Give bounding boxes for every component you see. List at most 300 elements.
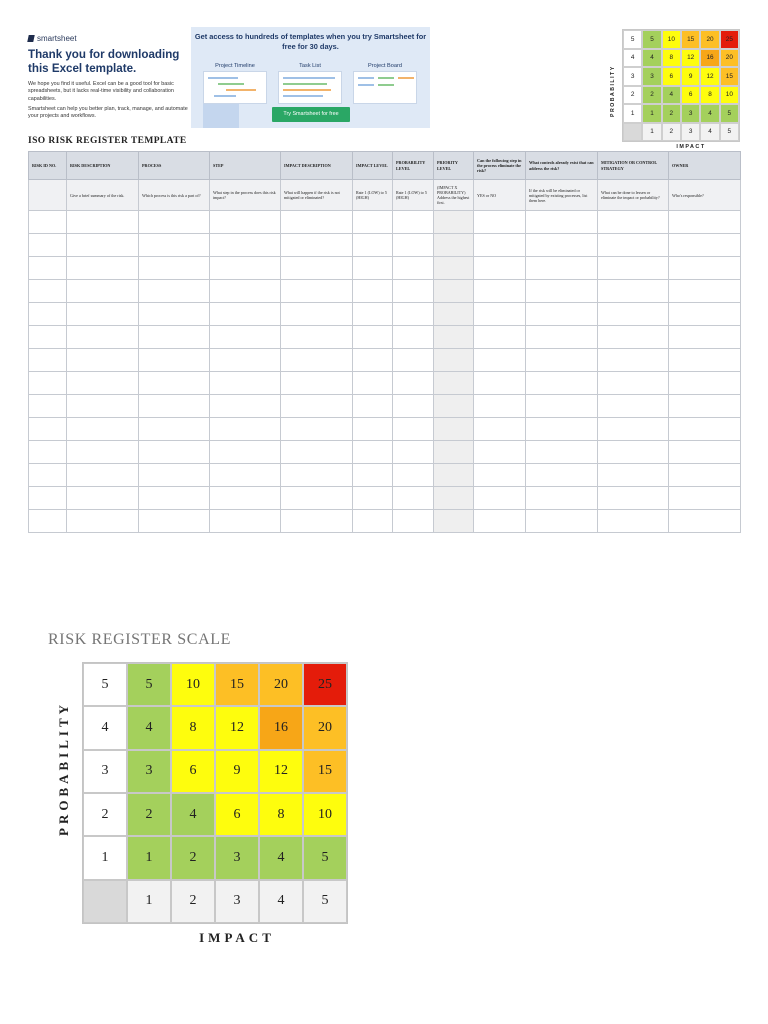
table-cell[interactable] [669, 257, 741, 280]
table-cell[interactable] [281, 372, 353, 395]
project-timeline-thumbnail [203, 63, 267, 105]
table-cell[interactable] [393, 372, 434, 395]
impact-value[interactable]: 5 [303, 880, 347, 923]
table-cell[interactable] [281, 464, 353, 487]
table-cell[interactable] [281, 395, 353, 418]
risk-score-cell[interactable]: 6 [171, 750, 215, 793]
mini-risk-score-cell[interactable]: 2 [662, 104, 681, 123]
banner-decoration [203, 104, 239, 128]
mini-risk-score-cell[interactable]: 15 [720, 67, 739, 86]
table-cell[interactable] [281, 326, 353, 349]
impact-value[interactable]: 1 [127, 880, 171, 923]
mini-probability-value[interactable]: 4 [623, 49, 642, 68]
column-header[interactable]: IMPACT DESCRIPTION [281, 152, 353, 180]
table-cell[interactable] [526, 280, 598, 303]
table-cell[interactable] [210, 487, 281, 510]
table-cell[interactable] [669, 326, 741, 349]
table-cell[interactable] [526, 303, 598, 326]
mini-risk-score-cell[interactable]: 12 [681, 49, 700, 68]
table-cell[interactable] [29, 326, 67, 349]
table-cell[interactable] [393, 234, 434, 257]
smartsheet-logo[interactable] [28, 34, 77, 43]
table-row [29, 418, 741, 441]
mini-risk-score-cell[interactable]: 4 [662, 86, 681, 105]
table-cell[interactable] [669, 487, 741, 510]
table-cell[interactable] [67, 234, 139, 257]
mini-risk-score-cell[interactable]: 8 [700, 86, 719, 105]
risk-score-cell[interactable]: 12 [215, 706, 259, 749]
risk-score-cell[interactable]: 3 [127, 750, 171, 793]
table-cell[interactable] [669, 510, 741, 533]
intro-text [28, 81, 188, 123]
table-cell[interactable] [67, 211, 139, 234]
thanks-heading: Thank you for downloading this Excel template. [28, 48, 180, 75]
risk-score-cell[interactable]: 5 [127, 663, 171, 706]
mini-risk-score-cell[interactable]: 3 [642, 67, 661, 86]
priority-cell[interactable] [434, 280, 474, 303]
table-cell[interactable] [526, 349, 598, 372]
table-cell[interactable] [526, 372, 598, 395]
column-header[interactable]: RISK DESCRIPTION [67, 152, 139, 180]
mini-risk-score-cell[interactable]: 5 [720, 104, 739, 123]
table-cell[interactable] [669, 280, 741, 303]
table-cell[interactable] [598, 280, 669, 303]
table-cell[interactable] [669, 211, 741, 234]
table-cell[interactable] [474, 395, 526, 418]
project-board-thumbnail [353, 63, 417, 105]
table-cell[interactable] [139, 395, 210, 418]
table-cell[interactable] [474, 234, 526, 257]
table-cell[interactable] [474, 257, 526, 280]
priority-cell[interactable] [434, 326, 474, 349]
risk-score-cell[interactable]: 6 [215, 793, 259, 836]
risk-score-cell[interactable]: 25 [303, 663, 347, 706]
risk-score-cell[interactable]: 16 [259, 706, 303, 749]
table-cell[interactable] [474, 441, 526, 464]
impact-value[interactable]: 4 [259, 880, 303, 923]
mini-risk-score-cell[interactable]: 6 [681, 86, 700, 105]
table-row [29, 211, 741, 234]
table-cell[interactable] [474, 303, 526, 326]
column-header[interactable]: Can the following step in the process eliminate the risk? [474, 152, 526, 180]
table-cell[interactable] [210, 372, 281, 395]
table-cell[interactable] [474, 326, 526, 349]
column-header[interactable]: PROBABILITY LEVEL [393, 152, 434, 180]
column-description[interactable]: Who's responsible? [669, 180, 741, 211]
table-cell[interactable] [29, 510, 67, 533]
table-row [29, 395, 741, 418]
risk-score-cell[interactable]: 10 [171, 663, 215, 706]
mini-risk-score-cell[interactable]: 25 [720, 30, 739, 49]
column-header[interactable]: PROCESS [139, 152, 210, 180]
table-cell[interactable] [210, 257, 281, 280]
table-cell[interactable] [474, 510, 526, 533]
table-cell[interactable] [393, 349, 434, 372]
mini-probability-value[interactable]: 5 [623, 30, 642, 49]
table-cell[interactable] [669, 464, 741, 487]
mini-probability-value[interactable]: 1 [623, 104, 642, 123]
table-cell[interactable] [393, 257, 434, 280]
table-cell[interactable] [210, 441, 281, 464]
column-description[interactable]: If the risk will be eliminated or mitigated by existing processes, list them here. [526, 180, 598, 211]
mini-corner-cell [623, 123, 642, 142]
mini-probability-value[interactable]: 2 [623, 86, 642, 105]
table-cell[interactable] [139, 510, 210, 533]
priority-cell[interactable] [434, 395, 474, 418]
table-cell[interactable] [669, 349, 741, 372]
table-cell[interactable] [474, 280, 526, 303]
brand-name: smartsheet [37, 34, 77, 43]
table-cell[interactable] [210, 326, 281, 349]
table-row [29, 510, 741, 533]
table-cell[interactable] [353, 441, 393, 464]
mini-risk-score-cell[interactable]: 5 [642, 30, 661, 49]
table-cell[interactable] [598, 395, 669, 418]
table-cell[interactable] [669, 372, 741, 395]
table-cell[interactable] [139, 303, 210, 326]
mini-impact-value[interactable]: 2 [662, 123, 681, 142]
mini-risk-score-cell[interactable]: 16 [700, 49, 719, 68]
table-row [29, 349, 741, 372]
table-cell[interactable] [353, 418, 393, 441]
table-cell[interactable] [526, 395, 598, 418]
table-row [29, 303, 741, 326]
table-row [29, 464, 741, 487]
risk-score-cell[interactable]: 2 [171, 836, 215, 879]
table-cell[interactable] [139, 257, 210, 280]
column-description[interactable]: YES or NO [474, 180, 526, 211]
table-cell[interactable] [139, 464, 210, 487]
risk-score-cell[interactable]: 2 [127, 793, 171, 836]
table-cell[interactable] [393, 303, 434, 326]
mini-risk-score-cell[interactable]: 1 [642, 104, 661, 123]
table-row [29, 372, 741, 395]
mini-risk-score-cell[interactable]: 6 [662, 67, 681, 86]
mini-probability-value[interactable]: 3 [623, 67, 642, 86]
mini-risk-score-cell[interactable]: 20 [720, 49, 739, 68]
table-cell[interactable] [526, 464, 598, 487]
column-header[interactable]: What controls already exist that can address the risk? [526, 152, 598, 180]
mini-impact-value[interactable]: 5 [720, 123, 739, 142]
table-cell[interactable] [281, 487, 353, 510]
table-cell[interactable] [353, 211, 393, 234]
column-header[interactable]: RISK ID NO. [29, 152, 67, 180]
risk-score-cell[interactable]: 5 [303, 836, 347, 879]
mini-risk-score-cell[interactable]: 20 [700, 30, 719, 49]
column-description[interactable]: What will happen if the risk is not mitigated or eliminated? [281, 180, 353, 211]
priority-cell[interactable] [434, 257, 474, 280]
column-description[interactable]: Which process is this risk a part of? [139, 180, 210, 211]
table-cell[interactable] [67, 418, 139, 441]
priority-cell[interactable] [434, 211, 474, 234]
risk-score-cell[interactable]: 4 [171, 793, 215, 836]
table-cell[interactable] [526, 326, 598, 349]
table-cell[interactable] [210, 211, 281, 234]
table-cell[interactable] [139, 487, 210, 510]
mini-risk-score-cell[interactable]: 4 [642, 49, 661, 68]
column-description[interactable]: Rate 1 (LOW) to 5 (HIGH) [393, 180, 434, 211]
table-cell[interactable] [598, 510, 669, 533]
mini-risk-score-cell[interactable]: 12 [700, 67, 719, 86]
table-cell[interactable] [29, 464, 67, 487]
table-cell[interactable] [669, 441, 741, 464]
table-cell[interactable] [67, 464, 139, 487]
mini-risk-score-cell[interactable]: 2 [642, 86, 661, 105]
table-cell[interactable] [598, 257, 669, 280]
table-cell[interactable] [67, 372, 139, 395]
table-cell[interactable] [669, 418, 741, 441]
description-row [29, 180, 741, 211]
table-cell[interactable] [210, 418, 281, 441]
risk-score-cell[interactable]: 1 [127, 836, 171, 879]
column-description[interactable]: Rate 1 (LOW) to 5 (HIGH) [353, 180, 393, 211]
risk-score-cell[interactable]: 3 [215, 836, 259, 879]
table-cell[interactable] [393, 487, 434, 510]
risk-score-cell[interactable]: 8 [171, 706, 215, 749]
intro-paragraph-1: We hope you find it useful. Excel can be a good tool for basic spreadsheets, but it lacks real-time visibility and collaboration capabilities. [28, 81, 174, 102]
table-cell[interactable] [281, 441, 353, 464]
mini-impact-value[interactable]: 3 [681, 123, 700, 142]
table-row [29, 326, 741, 349]
table-cell[interactable] [393, 441, 434, 464]
table-cell[interactable] [29, 418, 67, 441]
column-description[interactable]: What can be done to lessen or eliminate the impact or probability? [598, 180, 669, 211]
column-header[interactable]: PRIORITY LEVEL [434, 152, 474, 180]
table-cell[interactable] [353, 303, 393, 326]
risk-score-cell[interactable]: 4 [127, 706, 171, 749]
table-cell[interactable] [598, 326, 669, 349]
table-cell[interactable] [669, 234, 741, 257]
table-cell[interactable] [598, 349, 669, 372]
thumbnail-label: Task List [299, 63, 321, 69]
table-cell[interactable] [67, 326, 139, 349]
table-cell[interactable] [29, 280, 67, 303]
table-cell[interactable] [210, 464, 281, 487]
mini-risk-score-cell[interactable]: 4 [700, 104, 719, 123]
priority-cell[interactable] [434, 372, 474, 395]
table-cell[interactable] [210, 349, 281, 372]
table-cell[interactable] [281, 234, 353, 257]
probability-value[interactable]: 2 [83, 793, 127, 836]
table-cell[interactable] [281, 418, 353, 441]
table-cell[interactable] [526, 487, 598, 510]
table-cell[interactable] [67, 280, 139, 303]
table-cell[interactable] [29, 211, 67, 234]
table-cell[interactable] [393, 211, 434, 234]
table-cell[interactable] [67, 487, 139, 510]
table-cell[interactable] [353, 349, 393, 372]
task-list-thumbnail [278, 63, 342, 105]
scale-title: RISK REGISTER SCALE [48, 631, 231, 648]
table-cell[interactable] [393, 395, 434, 418]
table-cell[interactable] [139, 280, 210, 303]
column-header[interactable]: IMPACT LEVEL [353, 152, 393, 180]
column-header[interactable]: STEP [210, 152, 281, 180]
table-cell[interactable] [598, 464, 669, 487]
risk-score-cell[interactable]: 20 [303, 706, 347, 749]
mini-probability-label: PROBABILITY [610, 65, 616, 117]
table-cell[interactable] [598, 303, 669, 326]
table-cell[interactable] [353, 280, 393, 303]
table-cell[interactable] [598, 487, 669, 510]
corner-cell [83, 880, 127, 923]
table-cell[interactable] [281, 349, 353, 372]
table-cell[interactable] [139, 418, 210, 441]
table-cell[interactable] [474, 418, 526, 441]
table-cell[interactable] [29, 487, 67, 510]
table-cell[interactable] [393, 464, 434, 487]
risk-score-cell[interactable]: 4 [259, 836, 303, 879]
column-description[interactable]: Give a brief summary of the risk. [67, 180, 139, 211]
mini-impact-label: IMPACT [676, 144, 706, 150]
mini-risk-score-cell[interactable]: 15 [681, 30, 700, 49]
risk-score-cell[interactable]: 8 [259, 793, 303, 836]
table-cell[interactable] [526, 418, 598, 441]
table-cell[interactable] [29, 234, 67, 257]
mini-matrix-grid [622, 29, 740, 142]
table-cell[interactable] [29, 257, 67, 280]
impact-value[interactable]: 3 [215, 880, 259, 923]
promo-banner[interactable] [191, 27, 430, 128]
priority-cell[interactable] [434, 303, 474, 326]
table-cell[interactable] [210, 395, 281, 418]
table-cell[interactable] [281, 257, 353, 280]
table-cell[interactable] [598, 211, 669, 234]
priority-cell[interactable] [434, 441, 474, 464]
table-cell[interactable] [598, 441, 669, 464]
table-cell[interactable] [67, 395, 139, 418]
table-cell[interactable] [353, 487, 393, 510]
table-cell[interactable] [67, 510, 139, 533]
risk-score-cell[interactable]: 12 [259, 750, 303, 793]
mini-impact-value[interactable]: 1 [642, 123, 661, 142]
table-cell[interactable] [210, 510, 281, 533]
table-cell[interactable] [353, 395, 393, 418]
table-cell[interactable] [139, 441, 210, 464]
table-cell[interactable] [67, 441, 139, 464]
mini-risk-score-cell[interactable]: 9 [681, 67, 700, 86]
table-cell[interactable] [29, 372, 67, 395]
priority-cell[interactable] [434, 349, 474, 372]
table-cell[interactable] [281, 280, 353, 303]
table-cell[interactable] [139, 234, 210, 257]
table-cell[interactable] [67, 349, 139, 372]
impact-axis-label: IMPACT [199, 930, 275, 945]
table-cell[interactable] [29, 395, 67, 418]
priority-cell[interactable] [434, 487, 474, 510]
table-cell[interactable] [598, 372, 669, 395]
table-cell[interactable] [353, 510, 393, 533]
risk-score-cell[interactable]: 15 [215, 663, 259, 706]
priority-cell[interactable] [434, 418, 474, 441]
table-row [29, 280, 741, 303]
column-description[interactable]: What step in the process does this risk impact? [210, 180, 281, 211]
table-cell[interactable] [474, 349, 526, 372]
table-cell[interactable] [669, 395, 741, 418]
table-cell[interactable] [210, 234, 281, 257]
probability-axis-label: PROBABILITY [56, 700, 71, 836]
probability-value[interactable]: 3 [83, 750, 127, 793]
risk-score-cell[interactable]: 10 [303, 793, 347, 836]
table-cell[interactable] [353, 257, 393, 280]
mini-risk-score-cell[interactable]: 8 [662, 49, 681, 68]
table-cell[interactable] [598, 234, 669, 257]
mini-risk-score-cell[interactable]: 3 [681, 104, 700, 123]
table-cell[interactable] [393, 280, 434, 303]
table-cell[interactable] [669, 303, 741, 326]
table-cell[interactable] [139, 326, 210, 349]
table-cell[interactable] [474, 372, 526, 395]
priority-cell[interactable] [434, 464, 474, 487]
risk-score-cell[interactable]: 20 [259, 663, 303, 706]
table-cell[interactable] [598, 418, 669, 441]
smartsheet-logo-icon [27, 35, 34, 42]
priority-cell[interactable] [434, 510, 474, 533]
column-header[interactable]: MITIGATION OR CONTROL STRATEGY [598, 152, 669, 180]
table-cell[interactable] [139, 211, 210, 234]
mini-impact-value[interactable]: 4 [700, 123, 719, 142]
table-cell[interactable] [210, 303, 281, 326]
column-header[interactable]: OWNER [669, 152, 741, 180]
table-cell[interactable] [139, 372, 210, 395]
mini-risk-score-cell[interactable]: 10 [662, 30, 681, 49]
table-cell[interactable] [526, 441, 598, 464]
table-cell[interactable] [29, 349, 67, 372]
risk-register-table [28, 151, 741, 533]
table-cell[interactable] [353, 234, 393, 257]
table-cell[interactable] [210, 280, 281, 303]
risk-score-cell[interactable]: 15 [303, 750, 347, 793]
probability-value[interactable]: 4 [83, 706, 127, 749]
impact-value[interactable]: 2 [171, 880, 215, 923]
column-description[interactable] [29, 180, 67, 211]
table-cell[interactable] [281, 303, 353, 326]
mini-risk-score-cell[interactable]: 10 [720, 86, 739, 105]
risk-matrix-grid [82, 662, 348, 924]
table-cell[interactable] [353, 464, 393, 487]
column-description[interactable]: (IMPACT X PROBABILITY) Address the highest first. [434, 180, 474, 211]
table-cell[interactable] [29, 441, 67, 464]
table-cell[interactable] [393, 418, 434, 441]
table-cell[interactable] [29, 303, 67, 326]
table-cell[interactable] [474, 211, 526, 234]
table-cell[interactable] [393, 326, 434, 349]
table-cell[interactable] [67, 303, 139, 326]
table-cell[interactable] [67, 257, 139, 280]
project-timeline-preview [203, 71, 267, 104]
table-cell[interactable] [526, 211, 598, 234]
project-board-preview [353, 71, 417, 104]
table-cell[interactable] [474, 487, 526, 510]
probability-value[interactable]: 1 [83, 836, 127, 879]
risk-score-cell[interactable]: 9 [215, 750, 259, 793]
table-cell[interactable] [393, 510, 434, 533]
priority-cell[interactable] [434, 234, 474, 257]
table-cell[interactable] [281, 211, 353, 234]
probability-value[interactable]: 5 [83, 663, 127, 706]
try-smartsheet-button[interactable]: Try Smartsheet for free [272, 107, 350, 122]
table-cell[interactable] [526, 234, 598, 257]
table-cell[interactable] [474, 464, 526, 487]
table-cell[interactable] [526, 510, 598, 533]
table-cell[interactable] [353, 372, 393, 395]
table-cell[interactable] [353, 326, 393, 349]
table-cell[interactable] [281, 510, 353, 533]
table-cell[interactable] [139, 349, 210, 372]
table-row [29, 487, 741, 510]
table-cell[interactable] [526, 257, 598, 280]
table-row [29, 257, 741, 280]
